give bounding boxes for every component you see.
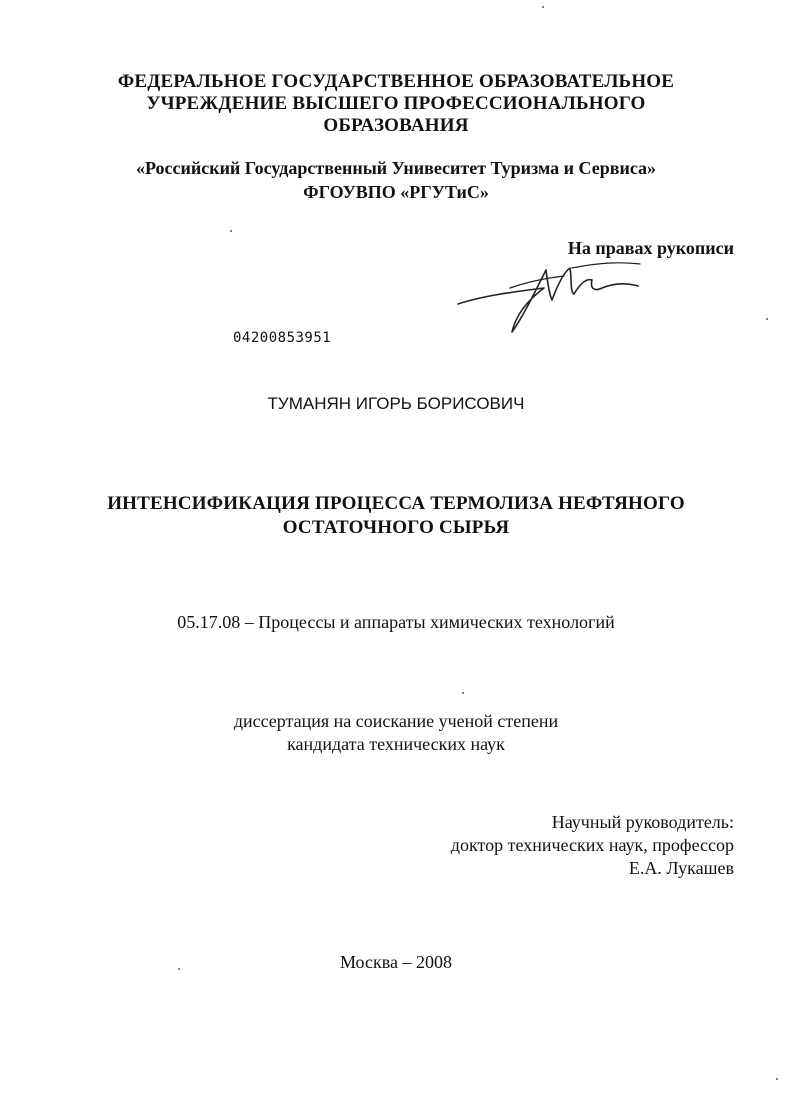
university-abbrev: ФГОУВПО «РГУТиС» — [303, 182, 489, 202]
institution-header — [0, 71, 792, 137]
supervisor-name: Е.А. Лукашев — [628, 858, 734, 878]
scan-speck — [766, 318, 768, 320]
scan-speck — [230, 230, 232, 232]
degree-line-2: кандидата технических наук — [287, 734, 505, 754]
scan-speck — [542, 6, 544, 8]
supervisor-block — [451, 811, 734, 880]
manuscript-note: На правах рукописи — [567, 238, 734, 258]
institution-line-3: ОБРАЗОВАНИЯ — [323, 115, 469, 136]
catalog-number: 04200853951 — [233, 330, 332, 346]
institution-line-2: УЧРЕЖДЕНИЕ ВЫСШЕГО ПРОФЕССИОНАЛЬНОГО — [146, 93, 646, 114]
institution-line-1: ФЕДЕРАЛЬНОЕ ГОСУДАРСТВЕННОЕ ОБРАЗОВАТЕЛЬНОЕ — [117, 71, 675, 92]
supervisor-label: Научный руководитель: — [551, 812, 734, 832]
place-and-year: Москва – 2008 — [340, 952, 452, 972]
degree-statement — [0, 710, 792, 756]
supervisor-title: доктор технических наук, профессор — [450, 835, 734, 855]
university-block — [0, 156, 792, 204]
scan-speck — [776, 1078, 778, 1080]
scan-speck — [178, 968, 180, 970]
title-line-2: ОСТАТОЧНОГО СЫРЬЯ — [282, 517, 510, 538]
scan-speck — [462, 692, 464, 694]
signature — [452, 248, 652, 338]
title-line-1: ИНТЕНСИФИКАЦИЯ ПРОЦЕССА ТЕРМОЛИЗА НЕФТЯНОГО — [107, 493, 685, 514]
university-name: «Российский Государственный Унивеситет Туризма и Сервиса» — [135, 158, 657, 178]
author-name: ТУМАНЯН ИГОРЬ БОРИСОВИЧ — [267, 394, 525, 413]
specialty-code: 05.17.08 – Процессы и аппараты химических технологий — [177, 612, 615, 632]
degree-line-1: диссертация на соискание ученой степени — [233, 711, 559, 731]
dissertation-title — [0, 492, 792, 540]
